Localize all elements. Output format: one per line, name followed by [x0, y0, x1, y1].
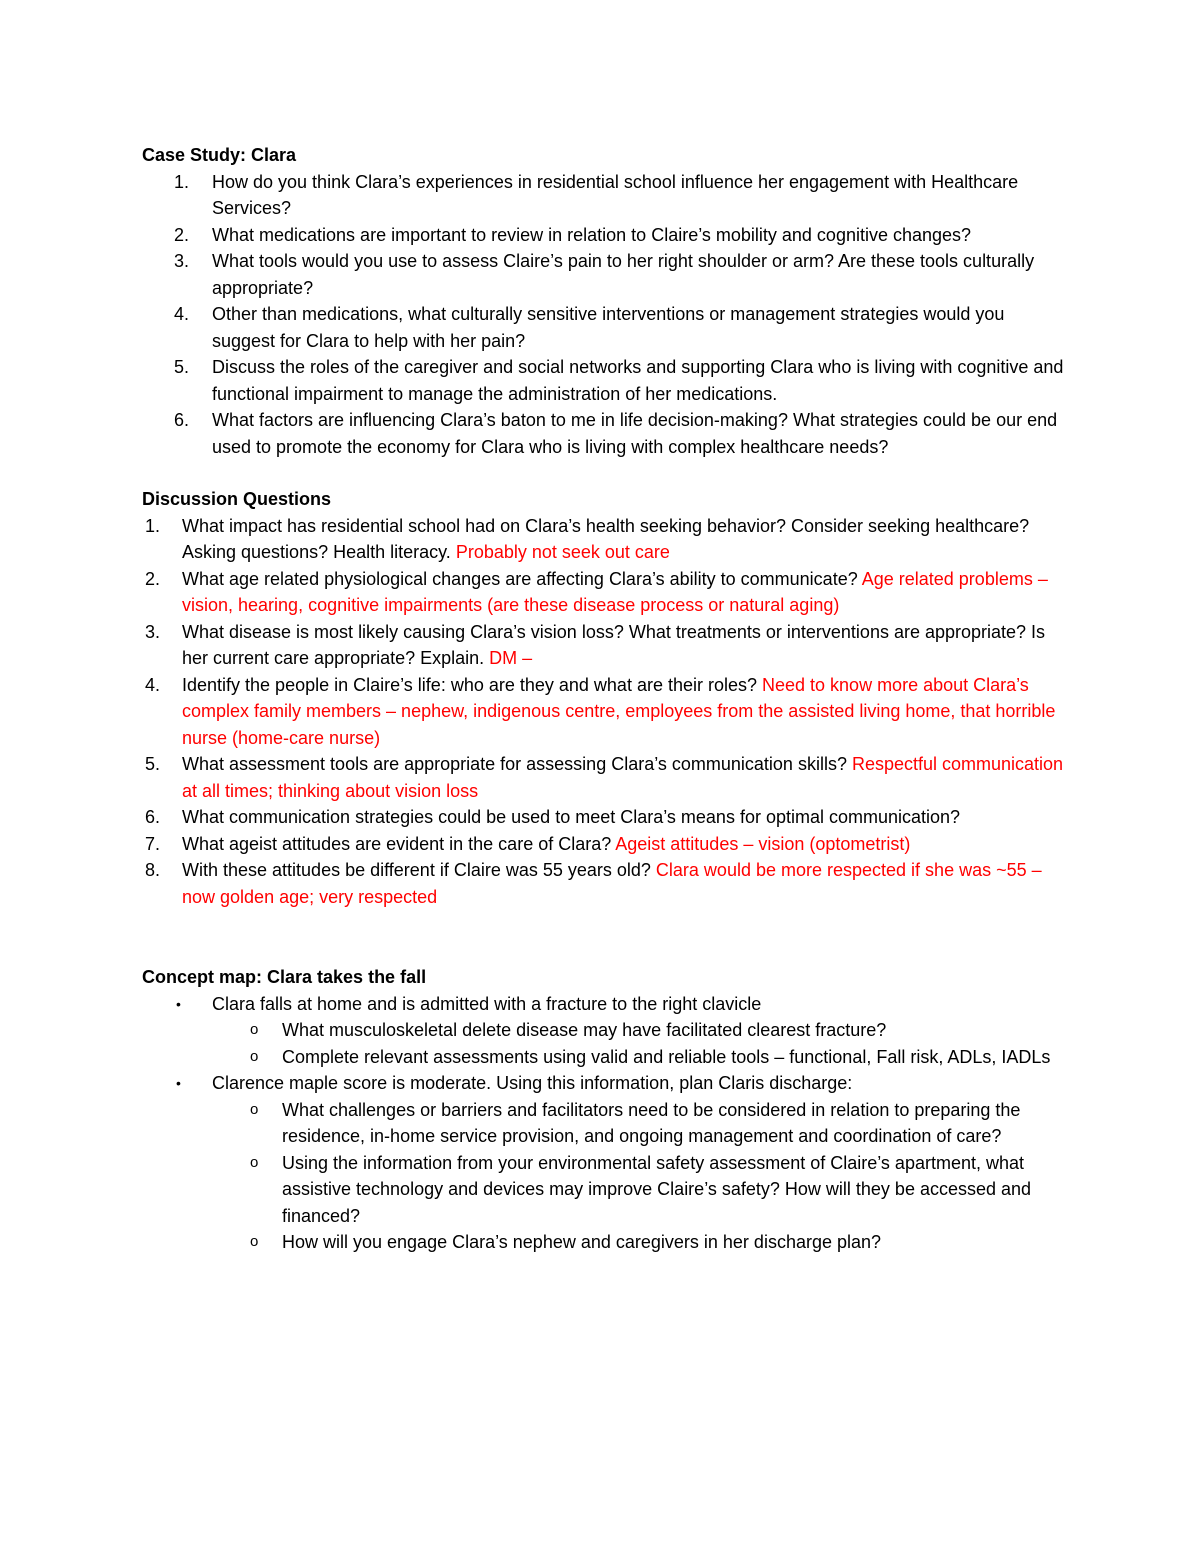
question-text: What tools would you use to assess Claire’s pain to her right shoulder or arm? Are these tools culturally appropriate? — [212, 251, 1035, 298]
question-number: 6. — [145, 807, 161, 827]
case-study-section — [142, 142, 1072, 460]
question-text: How do you think Clara’s experiences in residential school influence her engagement with Healthcare Services? — [212, 171, 1019, 218]
question-text: What factors are influencing Clara’s baton to me in life decision-making? What strategies could be our end used to promote the economy for Clara who is living with complex healthcare needs? — [212, 410, 1058, 457]
question-number: 5. — [145, 754, 161, 774]
circle-bullet-icon: o — [250, 1047, 259, 1065]
discussion-question — [142, 857, 1072, 910]
sub-item-text: Using the information from your environmental safety assessment of Claire’s apartment, what assistive technology and devices may improve Claire’s safety? How will they be accessed and financed? — [282, 1152, 1032, 1226]
concept-map-bullet — [142, 991, 1072, 1071]
concept-map-sub-item — [212, 1150, 1072, 1230]
concept-map-sub-item — [212, 1229, 1072, 1256]
question-text: Identify the people in Claire’s life: who are they and what are their roles? — [182, 674, 762, 695]
question-number: 3. — [145, 621, 161, 642]
circle-bullet-icon: o — [250, 1233, 259, 1250]
question-text: What medications are important to review in relation to Claire’s mobility and cognitive changes? — [212, 224, 972, 245]
answer-text: DM – — [489, 648, 533, 668]
question-number: 4. — [174, 304, 190, 324]
question-number: 2. — [145, 568, 161, 589]
question-number: 6. — [174, 410, 190, 430]
concept-map-section — [142, 964, 1072, 1256]
concept-map-heading: Concept map: Clara takes the fall — [142, 967, 427, 987]
discussion-question — [142, 751, 1072, 804]
case-study-question — [142, 301, 1072, 354]
question-number: 5. — [174, 357, 190, 377]
concept-map-sub-list — [212, 1017, 1072, 1070]
discussion-question-list — [142, 513, 1072, 911]
discussion-question — [142, 619, 1072, 672]
concept-map-sub-item — [212, 1097, 1072, 1150]
answer-text: Need to know more about Clara’s complex family members – nephew, indigenous centre, employees from the assisted living home, that horrible nurse (home-care nurse) — [182, 674, 1056, 748]
question-text: What ageist attitudes are evident in the care of Clara? — [182, 833, 616, 854]
discussion-question — [142, 513, 1072, 566]
answer-text: Respectful communication at all times; thinking about vision loss — [182, 754, 1064, 801]
bullet-text: Clara falls at home and is admitted with a fracture to the right clavicle — [212, 993, 762, 1014]
discussion-question — [142, 804, 1072, 831]
discussion-heading: Discussion Questions — [142, 489, 332, 509]
case-study-question — [142, 169, 1072, 222]
circle-bullet-icon: o — [250, 1021, 259, 1038]
sub-item-text: What challenges or barriers and facilitators need to be considered in relation to preparing the residence, in-home service provision, and ongoing management and coordination of care? — [282, 1099, 1021, 1146]
concept-map-bullet — [142, 1070, 1072, 1256]
sub-item-text: Complete relevant assessments using valid and reliable tools – functional, Fall risk, ADLs, IADLs — [282, 1046, 1051, 1067]
case-study-question — [142, 248, 1072, 301]
bullet-icon: • — [176, 1075, 181, 1091]
question-text: What disease is most likely causing Clara’s vision loss? What treatments or interventions are appropriate? Is her current care appropriate? Explain. — [182, 621, 1046, 668]
question-text: With these attitudes be different if Claire was 55 years old? — [182, 860, 656, 880]
answer-text: Ageist attitudes – vision (optometrist) — [615, 833, 911, 854]
case-study-heading: Case Study: Clara — [142, 145, 297, 165]
case-study-question — [142, 407, 1072, 460]
sub-item-text: What musculoskeletal delete disease may have facilitated clearest fracture? — [282, 1020, 887, 1040]
concept-map-bullet-list — [142, 991, 1072, 1256]
question-number: 7. — [145, 833, 161, 854]
circle-bullet-icon: o — [250, 1153, 259, 1171]
concept-map-sub-item — [212, 1044, 1072, 1071]
bullet-icon: • — [176, 995, 181, 1012]
sub-item-text: How will you engage Clara’s nephew and caregivers in her discharge plan? — [282, 1232, 882, 1252]
discussion-question — [142, 672, 1072, 752]
question-text: Other than medications, what culturally sensitive interventions or management strategies would you suggest for Clara to help with her pain? — [212, 304, 1005, 351]
discussion-section — [142, 486, 1072, 910]
answer-text: Age related problems – vision, hearing, cognitive impairments (are these disease process or natural aging) — [182, 568, 1048, 615]
question-text: Discuss the roles of the caregiver and social networks and supporting Clara who is living with cognitive and functional impairment to manage the administration of her medications. — [212, 357, 1064, 404]
question-number: 8. — [145, 860, 161, 880]
bullet-text: Clarence maple score is moderate. Using this information, plan Claris discharge: — [212, 1073, 853, 1093]
case-study-question-list — [142, 169, 1072, 461]
circle-bullet-icon: o — [250, 1100, 259, 1118]
discussion-question — [142, 831, 1072, 858]
discussion-question — [142, 566, 1072, 619]
question-text: What impact has residential school had on Clara’s health seeking behavior? Consider seeking healthcare? Asking questions? Health literacy. — [182, 515, 1030, 562]
question-number: 1. — [174, 171, 190, 192]
question-text: What assessment tools are appropriate for assessing Clara’s communication skills? — [182, 754, 852, 774]
question-text: What age related physiological changes are affecting Clara’s ability to communicate? — [182, 568, 862, 589]
question-text: What communication strategies could be used to meet Clara’s means for optimal communication? — [182, 807, 961, 827]
concept-map-sub-item — [212, 1017, 1072, 1044]
case-study-question — [142, 222, 1072, 249]
question-number: 4. — [145, 674, 161, 695]
case-study-question — [142, 354, 1072, 407]
question-number: 2. — [174, 224, 190, 245]
question-number: 3. — [174, 251, 190, 271]
question-number: 1. — [145, 515, 161, 536]
document-page — [142, 142, 1072, 1282]
answer-text: Probably not seek out care — [455, 542, 670, 562]
answer-text: Clara would be more respected if she was ~55 – now golden age; very respected — [182, 860, 1042, 907]
concept-map-sub-list — [212, 1097, 1072, 1256]
